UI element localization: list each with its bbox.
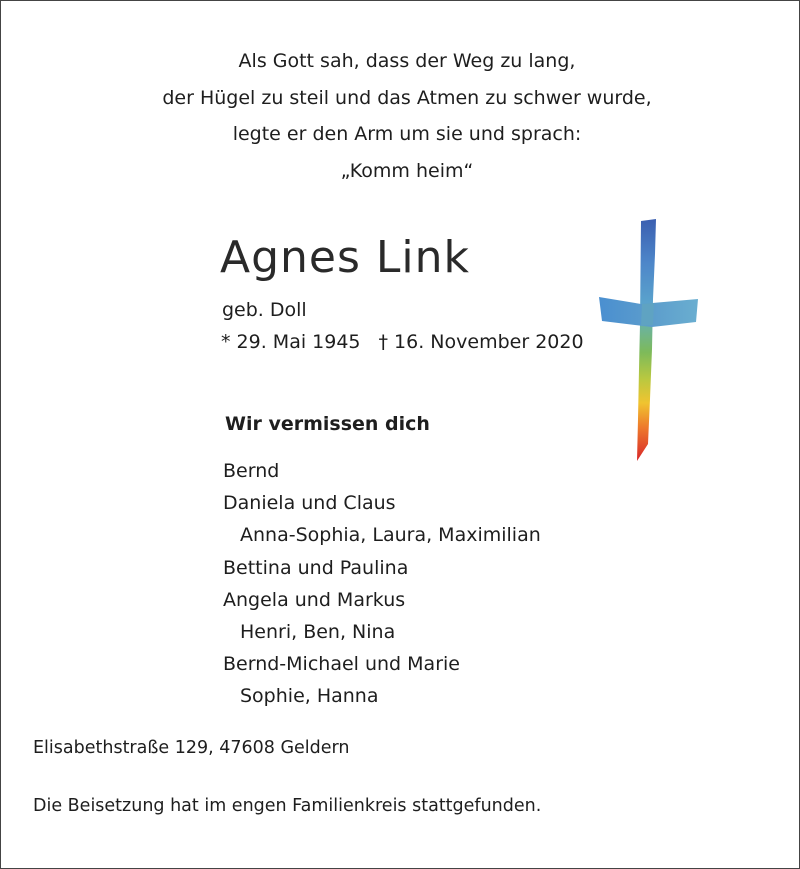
cross-icon bbox=[596, 219, 701, 464]
mourner-line: Anna-Sophia, Laura, Maximilian bbox=[240, 524, 541, 547]
burial-note: Die Beisetzung hat im engen Familienkreis stattgefunden. bbox=[33, 796, 542, 816]
mourner-line: Daniela und Claus bbox=[223, 492, 396, 515]
birth-date: * 29. Mai 1945 bbox=[221, 331, 361, 353]
poem bbox=[1, 43, 800, 189]
address: Elisabethstraße 129, 47608 Geldern bbox=[33, 738, 350, 758]
mourners-heading: Wir vermissen dich bbox=[225, 413, 430, 435]
death-date: † 16. November 2020 bbox=[378, 331, 584, 353]
mourner-line: Henri, Ben, Nina bbox=[240, 621, 396, 644]
poem-line: Als Gott sah, dass der Weg zu lang, bbox=[238, 50, 576, 72]
poem-line: der Hügel zu steil und das Atmen zu schwer wurde, bbox=[162, 86, 652, 109]
life-dates bbox=[221, 331, 584, 353]
mourner-line: Bettina und Paulina bbox=[223, 556, 409, 579]
maiden-name: geb. Doll bbox=[222, 299, 307, 321]
mourner-line: Angela und Markus bbox=[223, 588, 406, 611]
poem-line: „Komm heim“ bbox=[340, 159, 474, 182]
mourner-line: Bernd-Michael und Marie bbox=[223, 653, 460, 676]
mourner-line: Bernd bbox=[223, 460, 280, 482]
poem-line: legte er den Arm um sie und sprach: bbox=[232, 123, 582, 145]
mourners-list bbox=[223, 455, 541, 713]
deceased-name: Agnes Link bbox=[220, 232, 471, 283]
mourner-line: Sophie, Hanna bbox=[240, 685, 379, 708]
